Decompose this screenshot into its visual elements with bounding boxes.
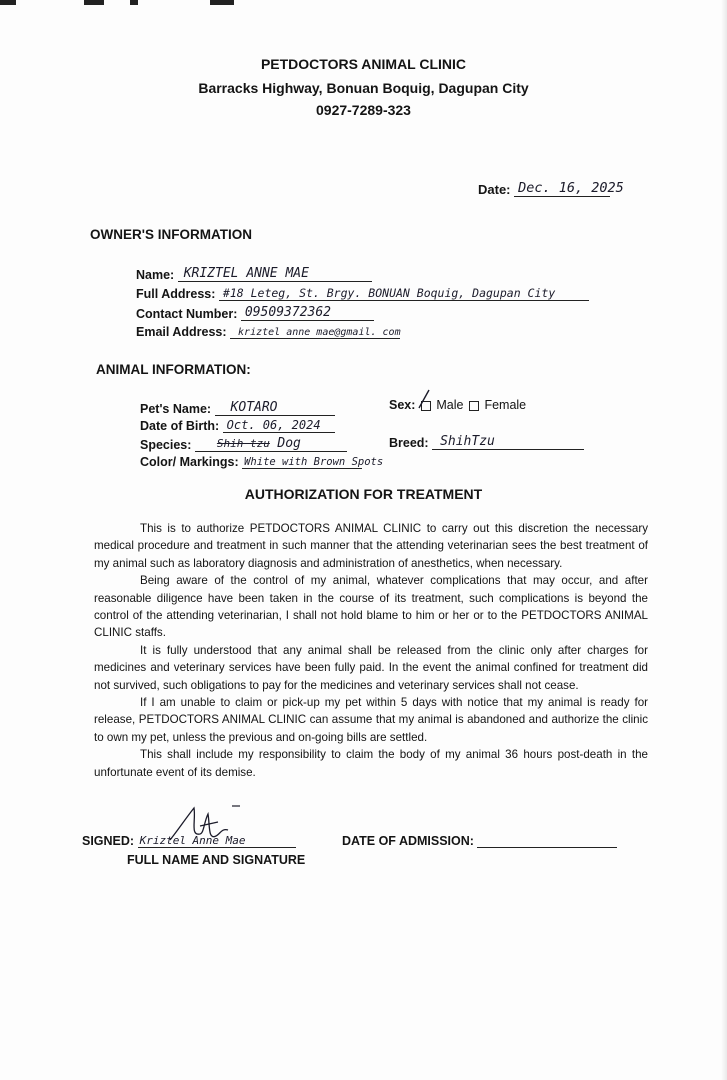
auth-paragraph-4: If I am unable to claim or pick-up my pet within 5 days with notice that my animal is ready for release, PETDOCTORS ANIMAL CLINIC can assume that my animal is abandoned and authorize the clinic to own my pet, unless the previous and on-going bills are settled. bbox=[94, 696, 648, 744]
scan-edge-marks bbox=[0, 0, 727, 6]
sex-female-checkbox[interactable] bbox=[469, 401, 479, 411]
check-mark-icon bbox=[417, 388, 431, 410]
clinic-phone: 0927-7289-323 bbox=[316, 102, 411, 118]
pet-breed-value: ShihTzu bbox=[440, 434, 495, 449]
authorization-text bbox=[94, 520, 648, 781]
pet-species-value: Dog bbox=[277, 436, 301, 451]
signed-label: SIGNED: bbox=[82, 834, 135, 848]
owner-email-value: kriztel anne mae@gmail. com bbox=[238, 327, 401, 338]
sex-female-label: Female bbox=[484, 398, 527, 412]
form-date bbox=[478, 180, 624, 197]
pet-dob-field bbox=[140, 418, 335, 433]
pet-color-field bbox=[140, 454, 384, 469]
pet-species-label: Species: bbox=[140, 438, 192, 452]
signed-field bbox=[82, 833, 296, 848]
owner-contact-value: 09509372362 bbox=[244, 305, 331, 320]
date-value: Dec. 16, 2025 bbox=[518, 180, 624, 196]
pet-species-struck: Shih tzu bbox=[216, 437, 270, 450]
pet-color-label: Color/ Markings: bbox=[140, 455, 239, 469]
owner-contact-label: Contact Number: bbox=[136, 307, 238, 321]
auth-paragraph-3: It is fully understood that any animal shall be released from the clinic only after charges for medicines and veterinary services have been fully paid. In the event the animal confined for treatment did not survived, such obligations to pay for the medicines and veterinary services shall not cease. bbox=[94, 643, 648, 692]
owner-name-value: KRIZTEL ANNE MAE bbox=[183, 266, 309, 281]
owner-section-title: OWNER'S INFORMATION bbox=[90, 227, 252, 242]
sex-male-label: Male bbox=[436, 398, 464, 412]
pet-dob-label: Date of Birth: bbox=[140, 419, 220, 433]
auth-paragraph-5: This shall include my responsibility to claim the body of my animal 36 hours post-death in the unfortunate event of its demise. bbox=[94, 748, 648, 779]
owner-address-field bbox=[136, 286, 589, 301]
owner-name-label: Name: bbox=[136, 268, 175, 282]
owner-address-value: #18 Leteg, St. Brgy. BONUAN Boquig, Dagupan City bbox=[222, 286, 556, 300]
owner-email-field bbox=[136, 324, 400, 339]
owner-address-label: Full Address: bbox=[136, 287, 216, 301]
pet-sex-field bbox=[389, 398, 526, 412]
auth-paragraph-1: This is to authorize PETDOCTORS ANIMAL CLINIC to carry out this discretion the necessary medical procedure and treatment in such manner that the attending veterinarian sees the best treatment of my animal such as laboratory diagnosis and administration of anesthetics, when necessary. bbox=[94, 522, 648, 570]
date-of-admission-blank[interactable] bbox=[477, 833, 617, 848]
owner-contact-field bbox=[136, 305, 374, 321]
pet-color-value: White with Brown Spots bbox=[244, 456, 384, 468]
pet-dob-value: Oct. 06, 2024 bbox=[226, 418, 321, 432]
scan-edge-shadow bbox=[721, 0, 727, 1080]
date-label: Date: bbox=[478, 182, 511, 197]
pet-sex-label: Sex: bbox=[389, 398, 416, 412]
auth-paragraph-2: Being aware of the control of my animal, whatever complications that may occur, and after reasonable diligence have been taken in the course of its treatment, such complications is beyond the control of the attending veterinarian, I shall not hold blame to him or her or to the PETDOCTORS ANIMAL CLINIC staffs. bbox=[94, 574, 648, 640]
clinic-name: PETDOCTORS ANIMAL CLINIC bbox=[260, 56, 467, 72]
signed-value: Kriztel Anne Mae bbox=[139, 834, 246, 847]
date-of-admission-label: DATE OF ADMISSION: bbox=[342, 834, 474, 848]
pet-species-field bbox=[140, 436, 347, 452]
pet-name-value: KOTARO bbox=[230, 400, 278, 415]
animal-section-title: ANIMAL INFORMATION: bbox=[96, 362, 251, 377]
clinic-address: Barracks Highway, Bonuan Boquig, Dagupan City bbox=[198, 80, 529, 96]
pet-breed-field bbox=[389, 434, 584, 450]
pet-breed-label: Breed: bbox=[389, 436, 429, 450]
pet-name-field bbox=[140, 400, 335, 416]
date-of-admission-field bbox=[342, 833, 617, 848]
owner-email-label: Email Address: bbox=[136, 325, 227, 339]
pet-name-label: Pet's Name: bbox=[140, 402, 212, 416]
fullname-signature-label: FULL NAME AND SIGNATURE bbox=[127, 853, 306, 867]
owner-name-field bbox=[136, 266, 372, 282]
authorization-title: AUTHORIZATION FOR TREATMENT bbox=[244, 486, 483, 502]
